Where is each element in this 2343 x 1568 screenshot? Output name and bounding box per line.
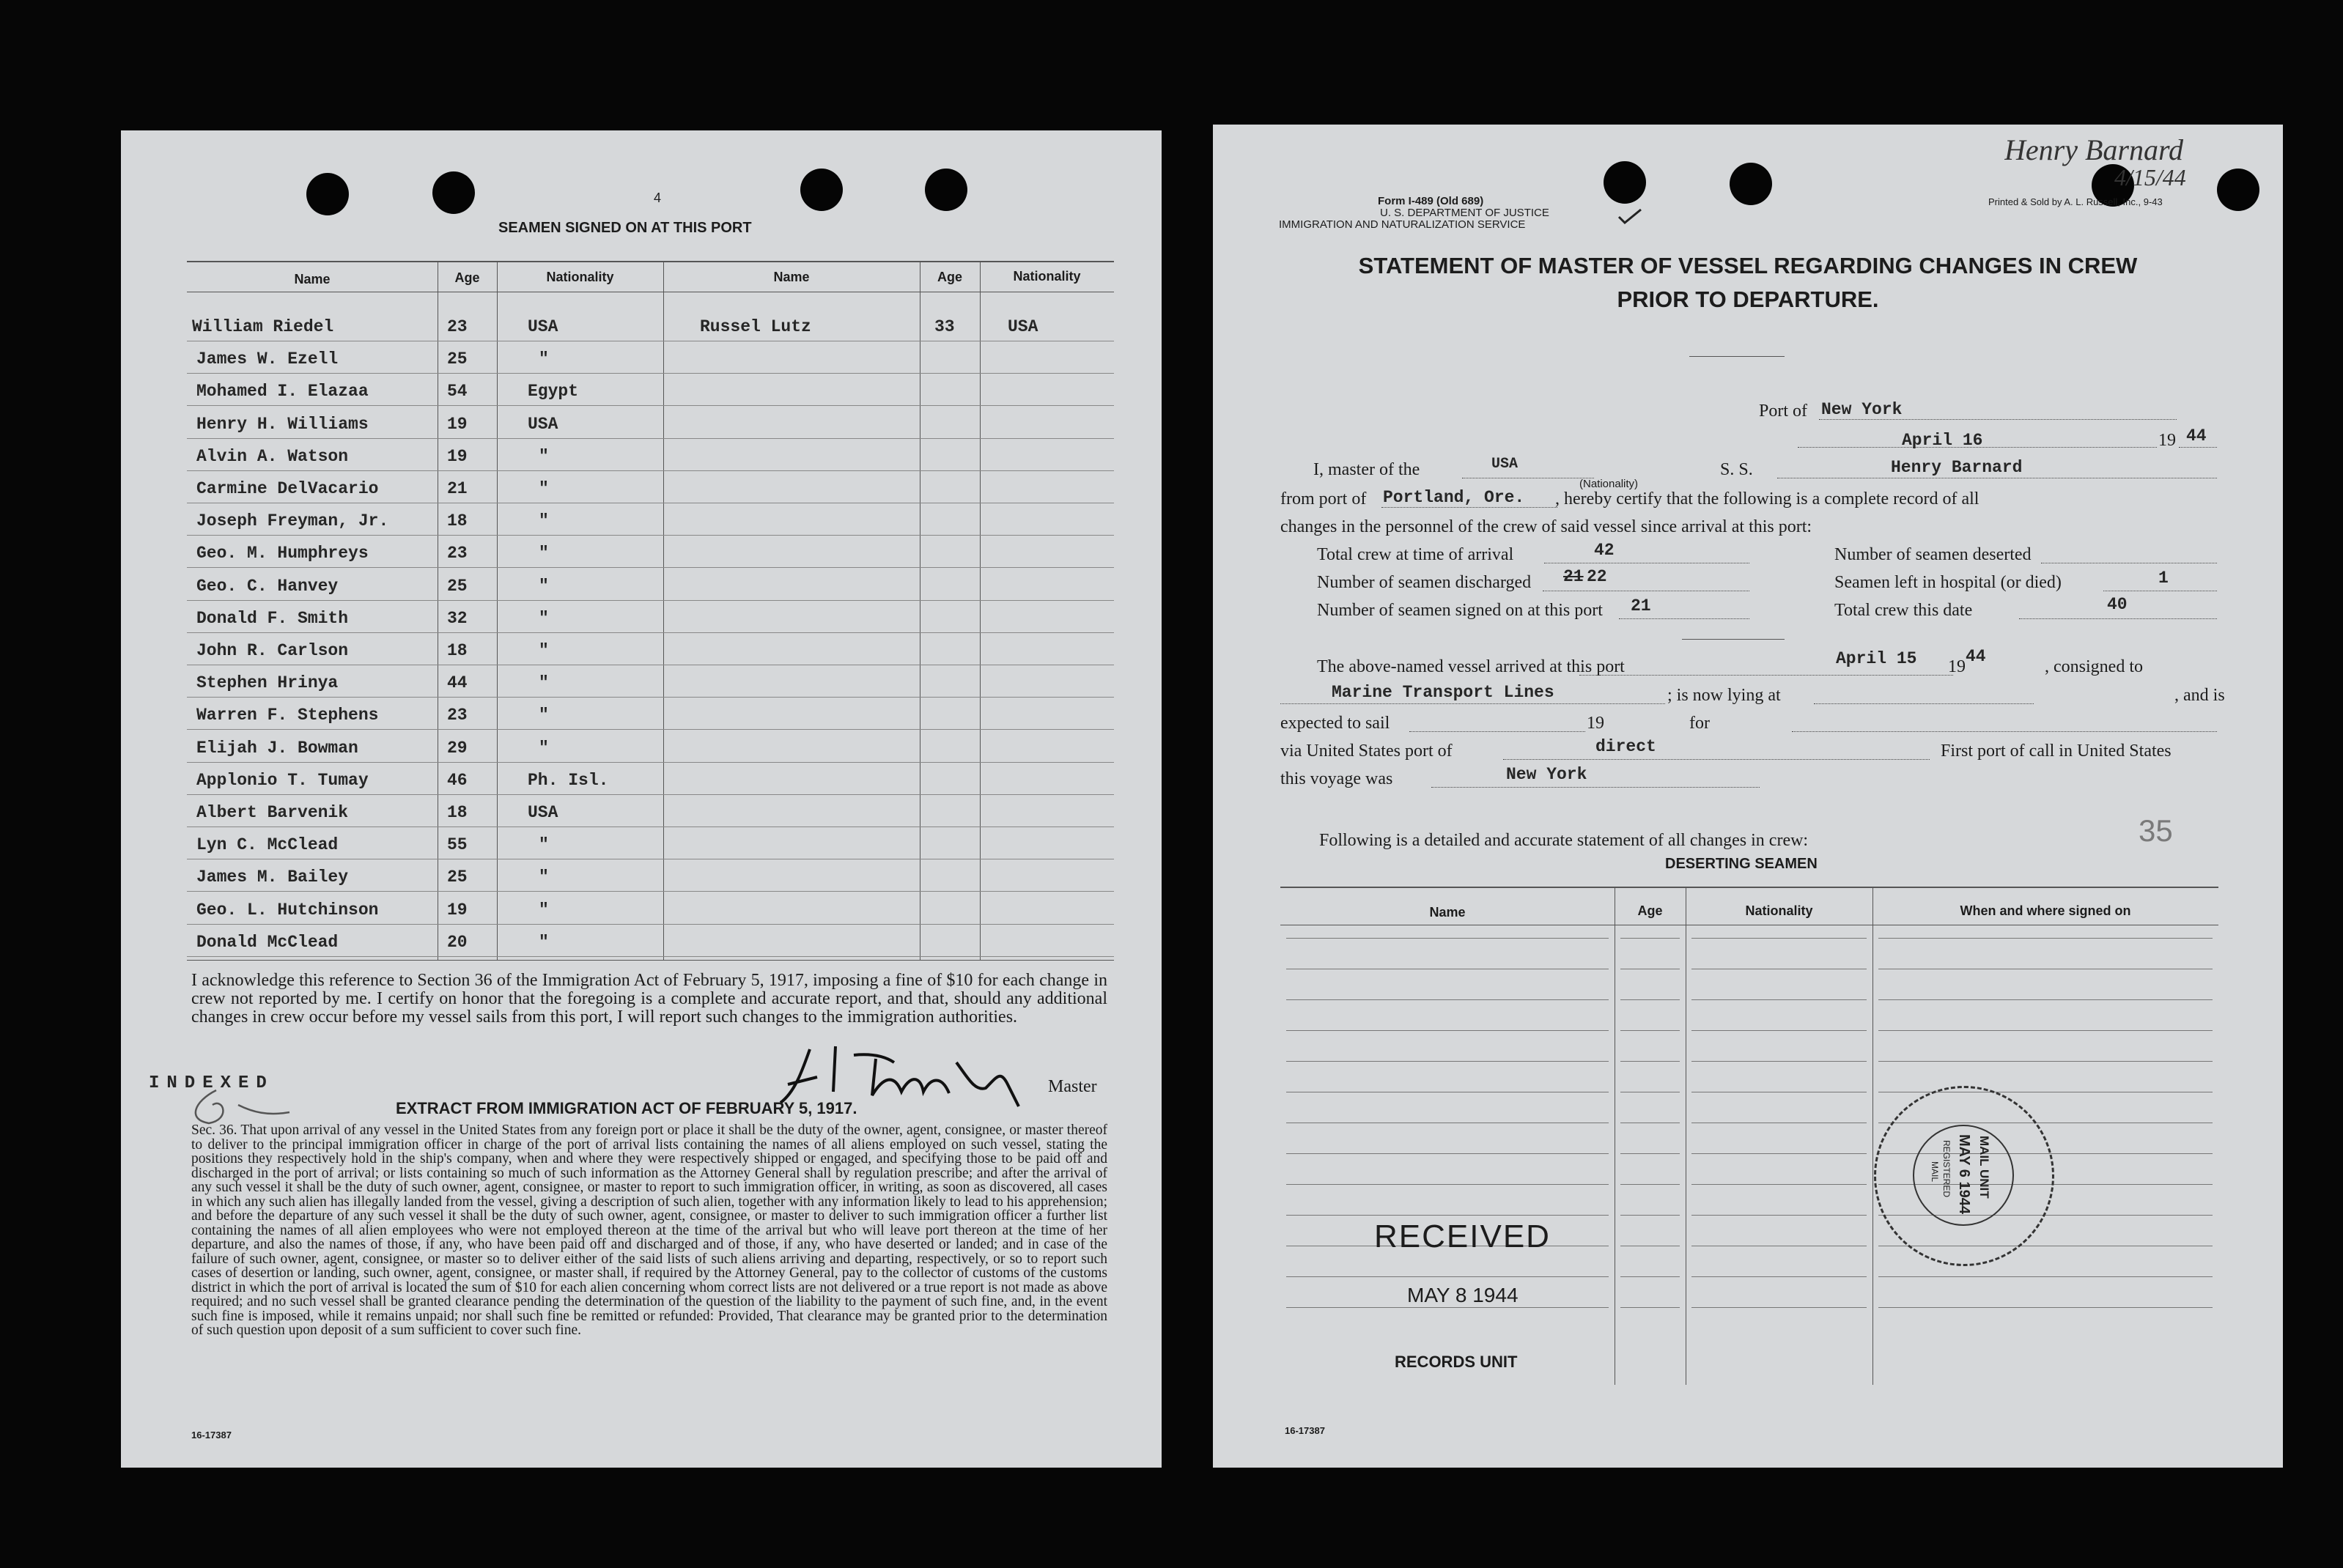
handwritten-name: Henry Barnard bbox=[2004, 133, 2184, 166]
crew-age: 55 bbox=[447, 835, 468, 854]
row-rule bbox=[187, 567, 1114, 568]
row-rule bbox=[187, 470, 1114, 471]
row-rule bbox=[187, 956, 1114, 957]
total-crew-arrival-label: Total crew at time of arrival bbox=[1317, 545, 1514, 564]
crew-name: James M. Bailey bbox=[196, 868, 349, 887]
for-label: for bbox=[1689, 714, 1710, 733]
vessel-name: Henry Barnard bbox=[1891, 458, 2023, 477]
page-number: 4 bbox=[654, 191, 662, 205]
postmark-line1: MAIL UNIT bbox=[1977, 1136, 1991, 1199]
expected-year: 19 bbox=[1587, 714, 1604, 733]
row-rule bbox=[187, 373, 1114, 374]
crew-age: 54 bbox=[447, 382, 468, 401]
row-rule bbox=[187, 924, 1114, 925]
section-rule bbox=[1682, 639, 1785, 640]
row-rule bbox=[187, 438, 1114, 439]
crew-name: Donald F. Smith bbox=[196, 609, 349, 628]
following-text: Following is a detailed and accurate statement of all changes in crew: bbox=[1319, 831, 1809, 850]
column-divider bbox=[663, 261, 664, 960]
crew-age: 25 bbox=[447, 577, 468, 596]
consignee-line bbox=[1280, 703, 1665, 704]
punch-hole bbox=[800, 169, 843, 211]
row-rule bbox=[187, 826, 1114, 827]
crew-nationality: " bbox=[539, 609, 549, 628]
crew-name: Stephen Hrinya bbox=[196, 673, 339, 692]
discharged-value: 22 bbox=[1587, 567, 1607, 586]
crew-nationality: " bbox=[539, 673, 549, 692]
crew-nationality: " bbox=[539, 868, 549, 887]
crew-name: Henry H. Williams bbox=[196, 415, 369, 434]
crew-name: Albert Barvenik bbox=[196, 803, 349, 822]
records-unit: RECORDS UNIT bbox=[1395, 1353, 1518, 1371]
crew-age: 32 bbox=[447, 609, 468, 628]
desert-row-rule bbox=[1691, 1030, 1867, 1031]
voyage-value: New York bbox=[1506, 765, 1587, 784]
row-rule bbox=[187, 405, 1114, 406]
margin-number: 35 bbox=[2139, 813, 2173, 848]
date-value: April 16 bbox=[1902, 431, 1983, 450]
total-crew-arrival-value: 42 bbox=[1594, 541, 1615, 560]
desert-row-rule bbox=[1286, 1153, 1609, 1154]
signed-on-value: 21 bbox=[1631, 596, 1651, 615]
desert-row-rule bbox=[1286, 938, 1609, 939]
crew-nationality: " bbox=[539, 577, 549, 596]
crew-name: Applonio T. Tumay bbox=[196, 771, 369, 790]
desert-row-rule bbox=[1620, 1061, 1680, 1062]
form-number: Form I-489 (Old 689) bbox=[1378, 195, 1484, 207]
crew-name: William Riedel bbox=[192, 317, 334, 336]
column-header-age: Age bbox=[937, 270, 962, 284]
port-value: New York bbox=[1821, 400, 1903, 419]
desert-row-rule bbox=[1878, 999, 2213, 1000]
punch-hole bbox=[432, 171, 475, 214]
desert-row-rule bbox=[1620, 1184, 1680, 1185]
total-crew-date-label: Total crew this date bbox=[1834, 601, 1973, 620]
arrived-year-suffix: 44 bbox=[1966, 647, 1986, 666]
crew-age: 23 bbox=[447, 317, 468, 336]
postmark-text bbox=[1905, 1121, 2023, 1238]
right-page bbox=[1213, 125, 2283, 1468]
expected-label: expected to sail bbox=[1280, 714, 1390, 733]
desert-row-rule bbox=[1286, 1030, 1609, 1031]
desert-row-rule bbox=[1286, 1061, 1609, 1062]
nationality-caption: (Nationality) bbox=[1579, 478, 1639, 490]
total-crew-date-line bbox=[2019, 618, 2217, 619]
desert-row-rule bbox=[1620, 1030, 1680, 1031]
expected-line bbox=[1409, 731, 1585, 732]
total-crew-date-value: 40 bbox=[2107, 595, 2128, 614]
via-label: via United States port of bbox=[1280, 742, 1453, 761]
desert-row-rule bbox=[1620, 938, 1680, 939]
desert-row-rule bbox=[1691, 1215, 1867, 1216]
desert-header-when-where: When and where signed on bbox=[1960, 903, 2131, 918]
crew-name: Geo. M. Humphreys bbox=[196, 544, 369, 563]
desert-row-rule bbox=[1691, 1307, 1867, 1308]
crew-nationality: USA bbox=[1008, 317, 1038, 336]
deserted-label: Number of seamen deserted bbox=[1834, 545, 2032, 564]
hospital-value: 1 bbox=[2158, 569, 2169, 588]
arrived-year-prefix: 19 bbox=[1948, 657, 1966, 676]
crew-nationality: " bbox=[539, 835, 549, 854]
extract-body: Sec. 36. That upon arrival of any vessel in the United States from any foreign port or place it shall be the duty of the owner, agent, consignee, or master thereof to deliver to the principal immigration officer in charge of the port of arrival lists containing the names of all aliens employed on such vessel, stating the positions they respectively hold in the ship's company, when and where they were respectively shipped or engaged, and specifying those to be paid off and discharged in the port of arrival; or lists containing so much of such information as the Attorney General shall by regulation prescribe; and after the arrival of any such vessel it shall be the duty of such owner, agent, consignee, or master to report to such immigration officer, in writing, as soon as discovered, all cases in which any such alien has illegally landed from the vessel, giving a description of such alien, together with any information likely to lead to his apprehension; and before the departure of any such vessel it shall be the duty of such owner, agent, consignee, or master to deliver to such immigration officer a further list containing the names of all alien employees who were not employed thereon at the time of the arrival but who will leave port thereon at the time of her departure, and also the names of those, if any, who have been paid off and discharged and of those, if any, who have deserted or landed; and in case of the failure of such owner, agent, consignee, or master so to deliver either of the said lists of such aliens arriving and departing, respectively, or so to report such cases of desertion or landing, such owner, agent, consignee, or master shall, if required by the Attorney General, pay to the collector of customs of the customs district in which the port of arrival is located the sum of $10 for each alien concerning whom correct lists are not delivered or a true report is not made as above required; and no such vessel shall be granted clearance pending the determination of the question of the liability to the payment of such fine, and, in the event such fine is imposed, while it remains unpaid; nor shall such fine be remitted or refunded: Provided, That clearance may be granted prior to the determination of such question upon deposit of a sum sufficient to cover such fine. bbox=[191, 1123, 1107, 1338]
crew-age: 44 bbox=[447, 673, 468, 692]
year-prefix: 19 bbox=[2158, 431, 2176, 450]
form-title-line1: STATEMENT OF MASTER OF VESSEL REGARDING CHANGES IN CREW bbox=[1358, 253, 2138, 278]
from-port-value: Portland, Ore. bbox=[1383, 488, 1525, 507]
arrived-value: April 15 bbox=[1836, 649, 1917, 668]
crew-name: Geo. L. Hutchinson bbox=[196, 901, 379, 920]
deserting-title: DESERTING SEAMEN bbox=[1665, 856, 1818, 872]
desert-row-rule bbox=[1878, 1307, 2213, 1308]
extract-title: EXTRACT FROM IMMIGRATION ACT OF FEBRUARY 5, 1917. bbox=[396, 1099, 857, 1117]
crew-age: 23 bbox=[447, 706, 468, 725]
desert-row-rule bbox=[1286, 999, 1609, 1000]
desert-row-rule bbox=[1620, 999, 1680, 1000]
column-divider bbox=[980, 261, 981, 960]
and-is-label: , and is bbox=[2174, 686, 2225, 705]
crew-nationality: " bbox=[539, 706, 549, 725]
indexed-stamp: INDEXED bbox=[149, 1073, 274, 1093]
crew-age: 19 bbox=[447, 447, 468, 466]
nationality-value: USA bbox=[1491, 456, 1519, 473]
crew-age: 20 bbox=[447, 933, 468, 952]
crew-age: 19 bbox=[447, 415, 468, 434]
form-code: 16-17387 bbox=[1285, 1425, 1325, 1436]
signed-on-line bbox=[1619, 618, 1749, 619]
desert-row-rule bbox=[1691, 999, 1867, 1000]
crew-nationality: " bbox=[539, 901, 549, 920]
crew-nationality: " bbox=[539, 511, 549, 530]
crew-name: Elijah J. Bowman bbox=[196, 739, 358, 758]
crew-name: Russel Lutz bbox=[700, 317, 811, 336]
crew-nationality: " bbox=[539, 641, 549, 660]
crew-nationality: Egypt bbox=[528, 382, 579, 401]
postmark-line3: REGISTERED bbox=[1941, 1140, 1952, 1198]
crew-age: 25 bbox=[447, 868, 468, 887]
service: IMMIGRATION AND NATURALIZATION SERVICE bbox=[1279, 218, 1526, 231]
section-title: SEAMEN SIGNED ON AT THIS PORT bbox=[498, 220, 752, 236]
lying-label: ; is now lying at bbox=[1667, 686, 1781, 705]
desert-row-rule bbox=[1286, 1276, 1609, 1277]
column-header-name: Name bbox=[294, 272, 331, 286]
first-port-label: First port of call in United States bbox=[1941, 742, 2172, 761]
from-port-label: from port of bbox=[1280, 489, 1367, 509]
row-rule bbox=[187, 762, 1114, 763]
voyage-label: this voyage was bbox=[1280, 769, 1393, 788]
crew-name: Lyn C. McClead bbox=[196, 835, 339, 854]
via-value: direct bbox=[1595, 737, 1656, 756]
crew-age: 33 bbox=[934, 317, 955, 336]
row-rule bbox=[187, 535, 1114, 536]
desert-row-rule bbox=[1691, 938, 1867, 939]
desert-row-rule bbox=[1286, 1184, 1609, 1185]
crew-nationality: Ph. Isl. bbox=[528, 771, 609, 790]
acknowledgment-text: I acknowledge this reference to Section 36 of the Immigration Act of February 5, 1917, imposing a fine of $10 for each change in crew not reported by me. I certify on honor that the foregoing is a complete and accurate report, and that, should any additional changes in crew occur before my vessel sails from this port, I will report such changes to the immigration authorities. bbox=[191, 971, 1107, 1027]
desert-row-rule bbox=[1878, 938, 2213, 939]
crew-name: Alvin A. Watson bbox=[196, 447, 349, 466]
desert-table-top bbox=[1280, 887, 2218, 888]
crew-age: 46 bbox=[447, 771, 468, 790]
table-top-rule bbox=[187, 261, 1114, 262]
consignee-value: Marine Transport Lines bbox=[1332, 683, 1554, 702]
port-line bbox=[1819, 419, 2177, 420]
arrived-label: The above-named vessel arrived at this port bbox=[1317, 657, 1625, 676]
crew-age: 18 bbox=[447, 511, 468, 530]
left-page bbox=[121, 130, 1162, 1468]
column-divider bbox=[497, 261, 498, 960]
punch-hole bbox=[306, 173, 349, 215]
changes-text: changes in the personnel of the crew of said vessel since arrival at this port: bbox=[1280, 517, 1812, 536]
handwritten-annotation bbox=[2004, 130, 2268, 189]
desert-row-rule bbox=[1620, 1276, 1680, 1277]
column-header-nationality: Nationality bbox=[546, 270, 614, 284]
row-rule bbox=[187, 729, 1114, 730]
desert-row-rule bbox=[1691, 1061, 1867, 1062]
desert-header-name: Name bbox=[1429, 905, 1466, 920]
crew-nationality: " bbox=[539, 350, 549, 369]
certify-text: , hereby certify that the following is a complete record of all bbox=[1555, 489, 1979, 509]
crew-name: Warren F. Stephens bbox=[196, 706, 379, 725]
postmark-line2: MAY 6 1944 bbox=[1956, 1134, 1972, 1214]
ss-label: S. S. bbox=[1720, 460, 1753, 479]
crew-name: Geo. C. Hanvey bbox=[196, 577, 339, 596]
crew-nationality: " bbox=[539, 544, 549, 563]
punch-hole bbox=[1604, 161, 1646, 204]
row-rule bbox=[187, 697, 1114, 698]
signed-on-label: Number of seamen signed on at this port bbox=[1317, 601, 1603, 620]
crew-age: 19 bbox=[447, 901, 468, 920]
desert-row-rule bbox=[1620, 1153, 1680, 1154]
desert-row-rule bbox=[1286, 1215, 1609, 1216]
punch-hole bbox=[925, 169, 967, 211]
title-rule bbox=[1689, 356, 1785, 357]
year-line bbox=[2179, 447, 2217, 448]
department: U. S. DEPARTMENT OF JUSTICE bbox=[1380, 207, 1549, 219]
column-header-age: Age bbox=[454, 270, 480, 285]
punch-hole bbox=[1730, 163, 1772, 205]
desert-row-rule bbox=[1691, 1184, 1867, 1185]
crew-name: John R. Carlson bbox=[196, 641, 349, 660]
table-bottom-rule bbox=[187, 960, 1114, 961]
desert-row-rule bbox=[1878, 1276, 2213, 1277]
form-title-line2: PRIOR TO DEPARTURE. bbox=[1617, 286, 1879, 312]
desert-row-rule bbox=[1620, 1215, 1680, 1216]
desert-header-nationality: Nationality bbox=[1745, 903, 1813, 918]
printer-credit: Printed & Sold by A. L. Russell, Inc., 9-43 bbox=[1988, 196, 2163, 207]
crew-name: Mohamed I. Elazaa bbox=[196, 382, 369, 401]
crew-name: Carmine DelVacario bbox=[196, 479, 379, 498]
received-date: MAY 8 1944 bbox=[1407, 1284, 1519, 1306]
for-line bbox=[1792, 731, 2217, 732]
desert-row-rule bbox=[1878, 1061, 2213, 1062]
crew-age: 21 bbox=[447, 479, 468, 498]
received-stamp: RECEIVED bbox=[1374, 1218, 1551, 1254]
consigned-label: , consigned to bbox=[2045, 657, 2143, 676]
row-rule bbox=[187, 632, 1114, 633]
crew-name: Donald McClead bbox=[196, 933, 339, 952]
column-header-name: Name bbox=[773, 270, 810, 284]
hospital-label: Seamen left in hospital (or died) bbox=[1834, 573, 2062, 592]
handwritten-date: 4/15/44 bbox=[2114, 164, 2186, 189]
crew-nationality: " bbox=[539, 479, 549, 498]
crew-nationality: USA bbox=[528, 803, 558, 822]
checkmark-icon bbox=[1616, 207, 1645, 229]
lying-line bbox=[1814, 703, 2034, 704]
master-prefix: I, master of the bbox=[1313, 460, 1420, 479]
crew-age: 23 bbox=[447, 544, 468, 563]
column-header-nationality: Nationality bbox=[1013, 269, 1081, 284]
desert-row-rule bbox=[1620, 1307, 1680, 1308]
arrived-line bbox=[1579, 675, 1953, 676]
crew-age: 25 bbox=[447, 350, 468, 369]
crew-age: 29 bbox=[447, 739, 468, 758]
crew-nationality: " bbox=[539, 739, 549, 758]
crew-age: 18 bbox=[447, 641, 468, 660]
crew-nationality: USA bbox=[528, 317, 558, 336]
crew-nationality: " bbox=[539, 447, 549, 466]
form-title bbox=[1213, 249, 2283, 317]
row-rule bbox=[187, 794, 1114, 795]
crew-name: James W. Ezell bbox=[196, 350, 339, 369]
row-rule bbox=[187, 891, 1114, 892]
voyage-line bbox=[1431, 787, 1760, 788]
postmark-line4: MAIL bbox=[1930, 1161, 1940, 1183]
discharged-label: Number of seamen discharged bbox=[1317, 573, 1532, 592]
desert-row-rule bbox=[1691, 1153, 1867, 1154]
from-port-line bbox=[1381, 507, 1557, 508]
discharged-struck-value: 21 bbox=[1563, 567, 1584, 586]
desert-row-rule bbox=[1878, 1030, 2213, 1031]
port-label: Port of bbox=[1759, 402, 1807, 421]
year-suffix: 44 bbox=[2186, 426, 2207, 445]
desert-header-age: Age bbox=[1637, 903, 1663, 918]
desert-row-rule bbox=[1691, 1276, 1867, 1277]
column-divider bbox=[1872, 887, 1873, 1385]
crew-nationality: " bbox=[539, 933, 549, 952]
crew-age: 18 bbox=[447, 803, 468, 822]
form-code: 16-17387 bbox=[191, 1430, 232, 1441]
desert-row-rule bbox=[1286, 1307, 1609, 1308]
crew-nationality: USA bbox=[528, 415, 558, 434]
crew-name: Joseph Freyman, Jr. bbox=[196, 511, 389, 530]
master-label: Master bbox=[1048, 1077, 1097, 1096]
row-rule bbox=[187, 600, 1114, 601]
via-line bbox=[1503, 759, 1930, 760]
